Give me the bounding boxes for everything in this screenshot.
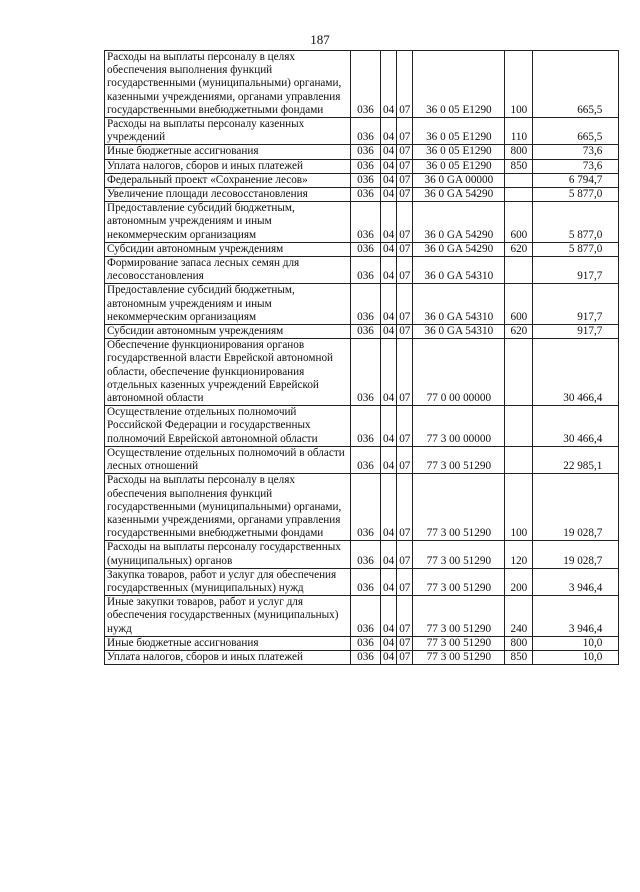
amount-cell: 22 985,1 bbox=[533, 446, 619, 473]
expense-type-code-cell bbox=[505, 188, 533, 202]
grbs-code-cell: 036 bbox=[351, 159, 381, 173]
target-article-code-cell: 77 3 00 51290 bbox=[413, 446, 505, 473]
target-article-code-cell: 36 0 GA 54290 bbox=[413, 188, 505, 202]
expense-type-code-cell: 850 bbox=[505, 650, 533, 664]
expense-name-cell: Субсидии автономным учреждениям bbox=[105, 325, 351, 339]
grbs-code-cell: 036 bbox=[351, 325, 381, 339]
amount-cell: 917,7 bbox=[533, 257, 619, 284]
section-code-cell: 04 bbox=[381, 636, 397, 650]
expense-name-cell: Формирование запаса лесных семян для лесовосстановления bbox=[105, 257, 351, 284]
subsection-code-cell: 07 bbox=[397, 145, 413, 159]
subsection-code-cell: 07 bbox=[397, 406, 413, 447]
table-row bbox=[105, 568, 619, 595]
expense-type-code-cell: 800 bbox=[505, 636, 533, 650]
expense-type-code-cell: 120 bbox=[505, 541, 533, 568]
grbs-code-cell: 036 bbox=[351, 650, 381, 664]
subsection-code-cell: 07 bbox=[397, 118, 413, 145]
section-code-cell: 04 bbox=[381, 188, 397, 202]
expense-type-code-cell bbox=[505, 339, 533, 406]
target-article-code-cell: 36 0 GA 54310 bbox=[413, 325, 505, 339]
table-row bbox=[105, 284, 619, 325]
table-row bbox=[105, 596, 619, 637]
amount-cell: 917,7 bbox=[533, 325, 619, 339]
expense-type-code-cell: 100 bbox=[505, 474, 533, 541]
section-code-cell: 04 bbox=[381, 173, 397, 187]
target-article-code-cell: 77 3 00 51290 bbox=[413, 650, 505, 664]
amount-cell: 19 028,7 bbox=[533, 541, 619, 568]
grbs-code-cell: 036 bbox=[351, 541, 381, 568]
expense-type-code-cell: 240 bbox=[505, 596, 533, 637]
target-article-code-cell: 77 3 00 51290 bbox=[413, 474, 505, 541]
amount-cell: 10,0 bbox=[533, 636, 619, 650]
expense-name-cell: Субсидии автономным учреждениям bbox=[105, 242, 351, 256]
section-code-cell: 04 bbox=[381, 118, 397, 145]
table-row bbox=[105, 159, 619, 173]
target-article-code-cell: 36 0 GA 54290 bbox=[413, 242, 505, 256]
subsection-code-cell: 07 bbox=[397, 257, 413, 284]
expense-type-code-cell: 620 bbox=[505, 242, 533, 256]
target-article-code-cell: 36 0 GA 54310 bbox=[413, 257, 505, 284]
section-code-cell: 04 bbox=[381, 325, 397, 339]
table-row bbox=[105, 202, 619, 243]
table-row bbox=[105, 257, 619, 284]
expense-type-code-cell: 620 bbox=[505, 325, 533, 339]
subsection-code-cell: 07 bbox=[397, 284, 413, 325]
grbs-code-cell: 036 bbox=[351, 173, 381, 187]
table-row bbox=[105, 650, 619, 664]
table-row bbox=[105, 145, 619, 159]
section-code-cell: 04 bbox=[381, 406, 397, 447]
budget-table bbox=[104, 50, 619, 665]
expense-type-code-cell: 100 bbox=[505, 51, 533, 118]
grbs-code-cell: 036 bbox=[351, 568, 381, 595]
subsection-code-cell: 07 bbox=[397, 541, 413, 568]
expense-name-cell: Предоставление субсидий бюджетным, автономным учреждениям и иным некоммерческим организациям bbox=[105, 202, 351, 243]
section-code-cell: 04 bbox=[381, 446, 397, 473]
target-article-code-cell: 36 0 GA 54290 bbox=[413, 202, 505, 243]
section-code-cell: 04 bbox=[381, 339, 397, 406]
amount-cell: 3 946,4 bbox=[533, 568, 619, 595]
section-code-cell: 04 bbox=[381, 568, 397, 595]
target-article-code-cell: 36 0 05 E1290 bbox=[413, 118, 505, 145]
subsection-code-cell: 07 bbox=[397, 51, 413, 118]
subsection-code-cell: 07 bbox=[397, 650, 413, 664]
grbs-code-cell: 036 bbox=[351, 257, 381, 284]
section-code-cell: 04 bbox=[381, 159, 397, 173]
table-row bbox=[105, 339, 619, 406]
subsection-code-cell: 07 bbox=[397, 173, 413, 187]
amount-cell: 917,7 bbox=[533, 284, 619, 325]
section-code-cell: 04 bbox=[381, 284, 397, 325]
subsection-code-cell: 07 bbox=[397, 242, 413, 256]
subsection-code-cell: 07 bbox=[397, 339, 413, 406]
subsection-code-cell: 07 bbox=[397, 596, 413, 637]
section-code-cell: 04 bbox=[381, 202, 397, 243]
expense-name-cell: Федеральный проект «Сохранение лесов» bbox=[105, 173, 351, 187]
target-article-code-cell: 77 3 00 51290 bbox=[413, 596, 505, 637]
expense-type-code-cell bbox=[505, 446, 533, 473]
expense-name-cell: Увеличение площади лесовосстановления bbox=[105, 188, 351, 202]
expense-name-cell: Иные бюджетные ассигнования bbox=[105, 145, 351, 159]
expense-type-code-cell: 110 bbox=[505, 118, 533, 145]
expense-type-code-cell: 800 bbox=[505, 145, 533, 159]
subsection-code-cell: 07 bbox=[397, 568, 413, 595]
subsection-code-cell: 07 bbox=[397, 159, 413, 173]
table-row bbox=[105, 173, 619, 187]
amount-cell: 5 877,0 bbox=[533, 188, 619, 202]
grbs-code-cell: 036 bbox=[351, 406, 381, 447]
table-body bbox=[105, 51, 619, 665]
target-article-code-cell: 77 0 00 00000 bbox=[413, 339, 505, 406]
table-row bbox=[105, 541, 619, 568]
amount-cell: 30 466,4 bbox=[533, 406, 619, 447]
expense-name-cell: Обеспечение функционирования органов государственной власти Еврейской автономной области, обеспечение функционирования отдельных казенных учреждений Еврейской автономной области bbox=[105, 339, 351, 406]
subsection-code-cell: 07 bbox=[397, 474, 413, 541]
amount-cell: 665,5 bbox=[533, 118, 619, 145]
amount-cell: 73,6 bbox=[533, 145, 619, 159]
table-row bbox=[105, 188, 619, 202]
table-row bbox=[105, 242, 619, 256]
expense-type-code-cell bbox=[505, 406, 533, 447]
target-article-code-cell: 77 3 00 51290 bbox=[413, 568, 505, 595]
section-code-cell: 04 bbox=[381, 242, 397, 256]
expense-name-cell: Иные бюджетные ассигнования bbox=[105, 636, 351, 650]
subsection-code-cell: 07 bbox=[397, 188, 413, 202]
target-article-code-cell: 77 3 00 51290 bbox=[413, 541, 505, 568]
table-row bbox=[105, 636, 619, 650]
table-row bbox=[105, 406, 619, 447]
subsection-code-cell: 07 bbox=[397, 202, 413, 243]
expense-name-cell: Закупка товаров, работ и услуг для обеспечения государственных (муниципальных) нужд bbox=[105, 568, 351, 595]
section-code-cell: 04 bbox=[381, 474, 397, 541]
section-code-cell: 04 bbox=[381, 650, 397, 664]
expense-type-code-cell bbox=[505, 173, 533, 187]
grbs-code-cell: 036 bbox=[351, 145, 381, 159]
section-code-cell: 04 bbox=[381, 51, 397, 118]
subsection-code-cell: 07 bbox=[397, 325, 413, 339]
table-row bbox=[105, 118, 619, 145]
target-article-code-cell: 36 0 05 E1290 bbox=[413, 145, 505, 159]
subsection-code-cell: 07 bbox=[397, 636, 413, 650]
amount-cell: 5 877,0 bbox=[533, 202, 619, 243]
expense-name-cell: Уплата налогов, сборов и иных платежей bbox=[105, 650, 351, 664]
amount-cell: 665,5 bbox=[533, 51, 619, 118]
table-row bbox=[105, 325, 619, 339]
grbs-code-cell: 036 bbox=[351, 202, 381, 243]
grbs-code-cell: 036 bbox=[351, 51, 381, 118]
subsection-code-cell: 07 bbox=[397, 446, 413, 473]
amount-cell: 6 794,7 bbox=[533, 173, 619, 187]
grbs-code-cell: 036 bbox=[351, 284, 381, 325]
expense-name-cell: Расходы на выплаты персоналу в целях обеспечения выполнения функций государственными (муниципальными) органами, казенными учреждениями, органами управления государственными внебюджетными фондами bbox=[105, 474, 351, 541]
table-row bbox=[105, 51, 619, 118]
amount-cell: 5 877,0 bbox=[533, 242, 619, 256]
expense-name-cell: Уплата налогов, сборов и иных платежей bbox=[105, 159, 351, 173]
grbs-code-cell: 036 bbox=[351, 188, 381, 202]
grbs-code-cell: 036 bbox=[351, 596, 381, 637]
table-row bbox=[105, 446, 619, 473]
amount-cell: 30 466,4 bbox=[533, 339, 619, 406]
expense-name-cell: Осуществление отдельных полномочий Российской Федерации и государственных полномочий Еврейской автономной области bbox=[105, 406, 351, 447]
grbs-code-cell: 036 bbox=[351, 636, 381, 650]
table-row bbox=[105, 474, 619, 541]
page-number: 187 bbox=[310, 32, 330, 47]
grbs-code-cell: 036 bbox=[351, 339, 381, 406]
target-article-code-cell: 36 0 GA 54310 bbox=[413, 284, 505, 325]
target-article-code-cell: 77 3 00 51290 bbox=[413, 636, 505, 650]
expense-name-cell: Расходы на выплаты персоналу казенных учреждений bbox=[105, 118, 351, 145]
expense-type-code-cell: 600 bbox=[505, 202, 533, 243]
expense-name-cell: Осуществление отдельных полномочий в области лесных отношений bbox=[105, 446, 351, 473]
expense-name-cell: Расходы на выплаты персоналу в целях обеспечения выполнения функций государственными (муниципальными) органами, казенными учреждениями, органами управления государственными внебюджетными фондами bbox=[105, 51, 351, 118]
amount-cell: 3 946,4 bbox=[533, 596, 619, 637]
amount-cell: 10,0 bbox=[533, 650, 619, 664]
expense-type-code-cell bbox=[505, 257, 533, 284]
target-article-code-cell: 36 0 05 E1290 bbox=[413, 51, 505, 118]
target-article-code-cell: 36 0 GA 00000 bbox=[413, 173, 505, 187]
expense-type-code-cell: 600 bbox=[505, 284, 533, 325]
expense-name-cell: Расходы на выплаты персоналу государственных (муниципальных) органов bbox=[105, 541, 351, 568]
expense-name-cell: Иные закупки товаров, работ и услуг для обеспечения государственных (муниципальных) нужд bbox=[105, 596, 351, 637]
amount-cell: 19 028,7 bbox=[533, 474, 619, 541]
target-article-code-cell: 77 3 00 00000 bbox=[413, 406, 505, 447]
grbs-code-cell: 036 bbox=[351, 118, 381, 145]
expense-name-cell: Предоставление субсидий бюджетным, автономным учреждениям и иным некоммерческим организациям bbox=[105, 284, 351, 325]
section-code-cell: 04 bbox=[381, 257, 397, 284]
section-code-cell: 04 bbox=[381, 596, 397, 637]
grbs-code-cell: 036 bbox=[351, 242, 381, 256]
target-article-code-cell: 36 0 05 E1290 bbox=[413, 159, 505, 173]
section-code-cell: 04 bbox=[381, 145, 397, 159]
grbs-code-cell: 036 bbox=[351, 474, 381, 541]
amount-cell: 73,6 bbox=[533, 159, 619, 173]
section-code-cell: 04 bbox=[381, 541, 397, 568]
expense-type-code-cell: 200 bbox=[505, 568, 533, 595]
grbs-code-cell: 036 bbox=[351, 446, 381, 473]
expense-type-code-cell: 850 bbox=[505, 159, 533, 173]
